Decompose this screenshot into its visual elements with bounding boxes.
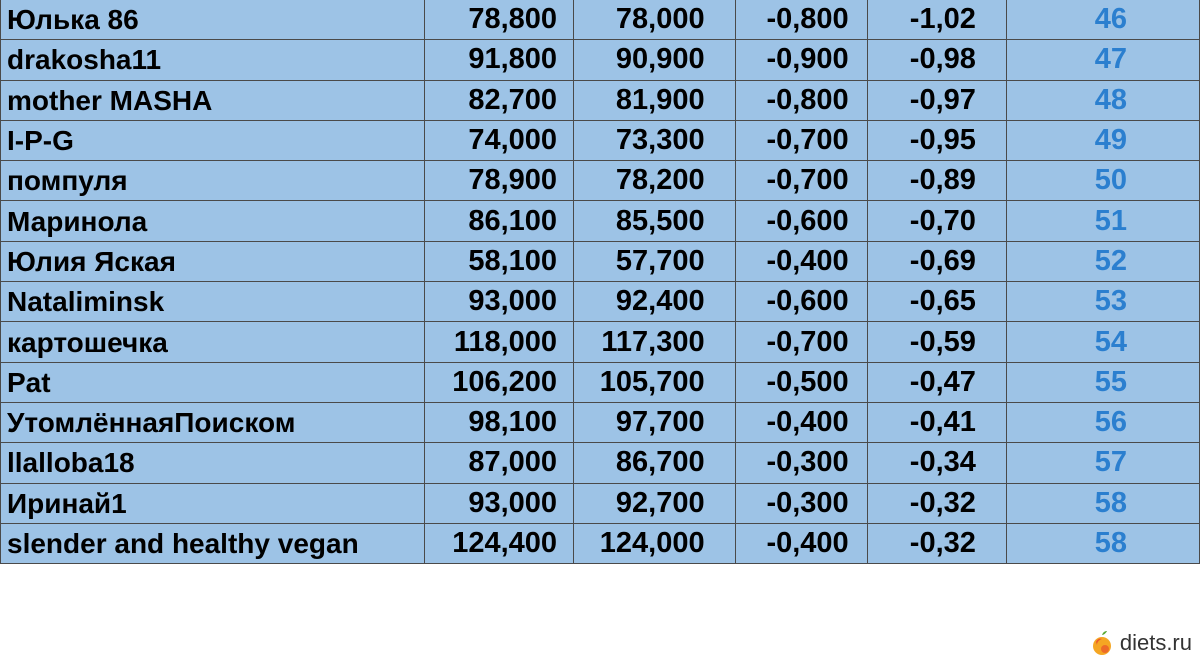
table-body — [1, 0, 1200, 564]
rank-cell: 54 — [1006, 322, 1199, 362]
difference-cell: -0,500 — [735, 362, 867, 402]
participant-name-cell: помпуля — [1, 161, 425, 201]
participant-name-cell: llalloba18 — [1, 443, 425, 483]
table-row — [1, 241, 1200, 281]
table-row — [1, 161, 1200, 201]
percent-cell: -0,97 — [867, 80, 1006, 120]
difference-cell: -0,400 — [735, 523, 867, 563]
value-cell-2: 97,700 — [574, 402, 736, 442]
difference-cell: -0,700 — [735, 161, 867, 201]
percent-cell: -0,32 — [867, 523, 1006, 563]
percent-cell: -0,69 — [867, 241, 1006, 281]
table-row — [1, 0, 1200, 40]
value-cell-2: 124,000 — [574, 523, 736, 563]
percent-cell: -0,70 — [867, 201, 1006, 241]
value-cell-1: 93,000 — [424, 483, 573, 523]
difference-cell: -0,800 — [735, 80, 867, 120]
value-cell-2: 92,400 — [574, 282, 736, 322]
value-cell-1: 86,100 — [424, 201, 573, 241]
table-row — [1, 402, 1200, 442]
percent-cell: -0,65 — [867, 282, 1006, 322]
value-cell-2: 73,300 — [574, 120, 736, 160]
diets-ru-watermark — [1090, 630, 1192, 656]
percent-cell: -0,34 — [867, 443, 1006, 483]
value-cell-2: 78,200 — [574, 161, 736, 201]
rank-cell: 51 — [1006, 201, 1199, 241]
value-cell-1: 82,700 — [424, 80, 573, 120]
percent-cell: -0,47 — [867, 362, 1006, 402]
percent-cell: -0,32 — [867, 483, 1006, 523]
difference-cell: -0,900 — [735, 40, 867, 80]
table-row — [1, 523, 1200, 563]
rank-cell: 56 — [1006, 402, 1199, 442]
rank-cell: 47 — [1006, 40, 1199, 80]
rank-cell: 52 — [1006, 241, 1199, 281]
percent-cell: -0,89 — [867, 161, 1006, 201]
difference-cell: -0,600 — [735, 201, 867, 241]
value-cell-1: 118,000 — [424, 322, 573, 362]
difference-cell: -0,400 — [735, 402, 867, 442]
value-cell-1: 87,000 — [424, 443, 573, 483]
apple-logo-icon — [1090, 630, 1114, 656]
value-cell-1: 124,400 — [424, 523, 573, 563]
percent-cell: -0,95 — [867, 120, 1006, 160]
difference-cell: -0,800 — [735, 0, 867, 40]
table-row — [1, 80, 1200, 120]
difference-cell: -0,300 — [735, 483, 867, 523]
value-cell-1: 58,100 — [424, 241, 573, 281]
participant-name-cell: mother MASHA — [1, 80, 425, 120]
value-cell-1: 91,800 — [424, 40, 573, 80]
table-row — [1, 120, 1200, 160]
value-cell-2: 57,700 — [574, 241, 736, 281]
table-row — [1, 483, 1200, 523]
rank-cell: 57 — [1006, 443, 1199, 483]
value-cell-1: 98,100 — [424, 402, 573, 442]
value-cell-2: 90,900 — [574, 40, 736, 80]
table-row — [1, 282, 1200, 322]
rank-cell: 58 — [1006, 483, 1199, 523]
participant-name-cell: Pat — [1, 362, 425, 402]
difference-cell: -0,600 — [735, 282, 867, 322]
table-row — [1, 201, 1200, 241]
rank-cell: 50 — [1006, 161, 1199, 201]
percent-cell: -0,59 — [867, 322, 1006, 362]
table-row — [1, 443, 1200, 483]
difference-cell: -0,300 — [735, 443, 867, 483]
value-cell-1: 78,900 — [424, 161, 573, 201]
participant-name-cell: картошечка — [1, 322, 425, 362]
difference-cell: -0,700 — [735, 120, 867, 160]
participant-name-cell: slender and healthy vegan — [1, 523, 425, 563]
difference-cell: -0,700 — [735, 322, 867, 362]
value-cell-2: 105,700 — [574, 362, 736, 402]
value-cell-2: 85,500 — [574, 201, 736, 241]
participant-name-cell: УтомлённаяПоиском — [1, 402, 425, 442]
participant-name-cell: I-P-G — [1, 120, 425, 160]
rank-cell: 53 — [1006, 282, 1199, 322]
table-row — [1, 322, 1200, 362]
rank-cell: 48 — [1006, 80, 1199, 120]
percent-cell: -0,41 — [867, 402, 1006, 442]
participant-name-cell: Юлия Яская — [1, 241, 425, 281]
table-row — [1, 40, 1200, 80]
rank-cell: 58 — [1006, 523, 1199, 563]
table-row — [1, 362, 1200, 402]
value-cell-2: 81,900 — [574, 80, 736, 120]
rank-cell: 49 — [1006, 120, 1199, 160]
watermark-text: diets.ru — [1119, 630, 1192, 655]
value-cell-2: 92,700 — [574, 483, 736, 523]
value-cell-2: 86,700 — [574, 443, 736, 483]
value-cell-1: 93,000 — [424, 282, 573, 322]
participant-name-cell: drakosha11 — [1, 40, 425, 80]
rank-cell: 55 — [1006, 362, 1199, 402]
value-cell-1: 106,200 — [424, 362, 573, 402]
difference-cell: -0,400 — [735, 241, 867, 281]
value-cell-1: 74,000 — [424, 120, 573, 160]
participant-name-cell: Маринола — [1, 201, 425, 241]
participant-name-cell: Иринай1 — [1, 483, 425, 523]
value-cell-2: 117,300 — [574, 322, 736, 362]
percent-cell: -1,02 — [867, 0, 1006, 40]
rank-cell: 46 — [1006, 0, 1199, 40]
participant-name-cell: Юлька 86 — [1, 0, 425, 40]
value-cell-2: 78,000 — [574, 0, 736, 40]
participant-name-cell: Nataliminsk — [1, 282, 425, 322]
percent-cell: -0,98 — [867, 40, 1006, 80]
value-cell-1: 78,800 — [424, 0, 573, 40]
